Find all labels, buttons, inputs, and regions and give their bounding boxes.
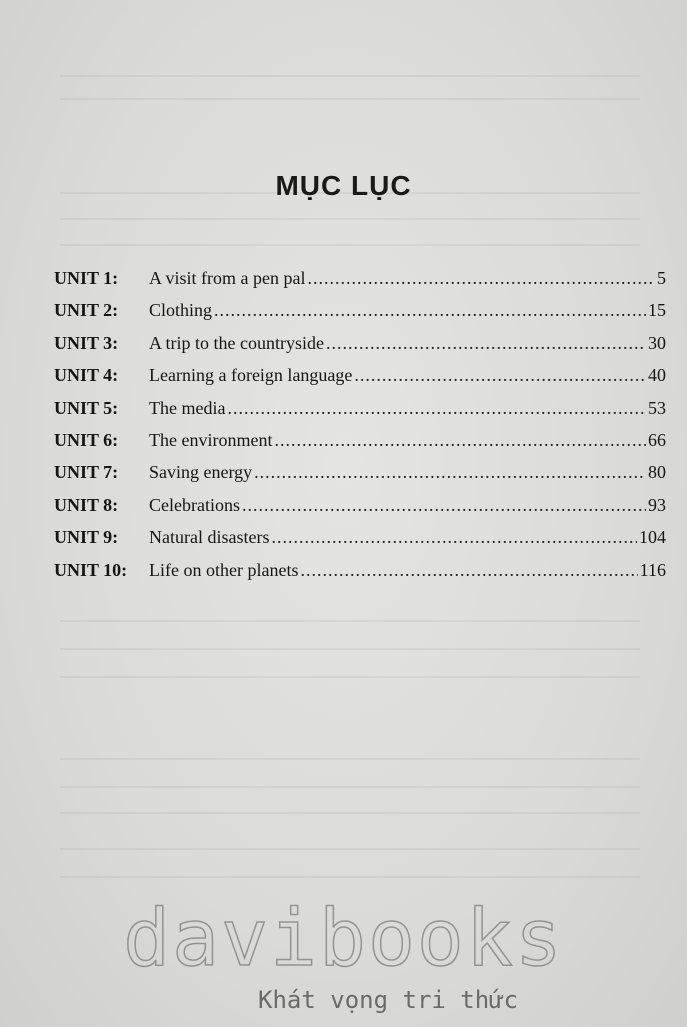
- unit-label: UNIT 2:: [54, 300, 119, 321]
- bleed-through-line: [60, 812, 640, 814]
- unit-label: UNIT 10:: [54, 559, 128, 580]
- bleed-through-line: [60, 244, 640, 246]
- unit-title: A visit from a pen pal: [149, 268, 306, 288]
- unit-title: The media: [149, 397, 226, 418]
- bleed-through-line: [60, 848, 640, 850]
- unit-title: Learning a foreign language: [149, 365, 353, 386]
- bleed-through-line: [60, 75, 640, 77]
- dot-leader: [274, 430, 646, 451]
- page-number: 15: [648, 300, 666, 321]
- unit-title: Natural disasters: [149, 527, 270, 548]
- page-number: 104: [639, 527, 666, 548]
- toc-row-unit-8[interactable]: [54, 495, 666, 527]
- watermark-tagline: Khát vọng tri thức: [258, 986, 519, 1014]
- page-number: 80: [648, 462, 666, 483]
- dot-leader: [326, 333, 646, 354]
- bleed-through-line: [60, 786, 640, 788]
- unit-label: UNIT 6:: [54, 429, 119, 450]
- bleed-through-line: [60, 620, 640, 622]
- watermark-logo: davibooks: [123, 894, 564, 984]
- bleed-through-line: [60, 98, 640, 100]
- toc-row-unit-3[interactable]: [54, 333, 666, 365]
- unit-label: UNIT 7:: [54, 462, 119, 483]
- page-number: 5: [657, 268, 666, 288]
- toc-row-unit-2[interactable]: [54, 300, 666, 332]
- dot-leader: [214, 300, 646, 321]
- bleed-through-line: [60, 758, 640, 760]
- dot-leader: [307, 268, 655, 289]
- unit-label: UNIT 1:: [54, 268, 119, 288]
- bleed-through-line: [60, 648, 640, 650]
- unit-label: UNIT 4:: [54, 365, 119, 386]
- unit-label: UNIT 8:: [54, 494, 119, 515]
- page-title: MỤC LỤC: [275, 170, 412, 201]
- unit-title: Saving energy: [149, 462, 253, 483]
- page-number: 53: [648, 397, 666, 418]
- page-number: 93: [648, 494, 666, 515]
- toc-row-unit-1[interactable]: [54, 268, 666, 300]
- dot-leader: [300, 560, 637, 581]
- page-number: 66: [648, 429, 666, 450]
- bleed-through-line: [60, 876, 640, 878]
- unit-label: UNIT 3:: [54, 332, 119, 353]
- toc-row-unit-7[interactable]: [54, 462, 666, 494]
- toc-row-unit-10[interactable]: [54, 560, 666, 592]
- dot-leader: [254, 462, 646, 483]
- unit-title: Life on other planets: [149, 559, 299, 580]
- page-number: 30: [648, 332, 666, 353]
- dot-leader: [227, 398, 646, 419]
- toc-row-unit-9[interactable]: [54, 527, 666, 559]
- unit-label: UNIT 5:: [54, 397, 119, 418]
- dot-leader: [271, 527, 637, 548]
- table-of-contents: [54, 268, 666, 592]
- toc-row-unit-5[interactable]: [54, 398, 666, 430]
- toc-row-unit-4[interactable]: [54, 365, 666, 397]
- dot-leader: [242, 495, 646, 516]
- unit-label: UNIT 9:: [54, 527, 119, 548]
- bleed-through-line: [60, 676, 640, 678]
- unit-title: A trip to the countryside: [149, 332, 324, 353]
- page-number: 40: [648, 365, 666, 386]
- unit-title: Clothing: [149, 300, 213, 321]
- toc-row-unit-6[interactable]: [54, 430, 666, 462]
- page-number: 116: [639, 559, 666, 580]
- bleed-through-line: [60, 218, 640, 220]
- unit-title: Celebrations: [149, 494, 240, 515]
- unit-title: The environment: [149, 429, 273, 450]
- dot-leader: [354, 365, 646, 386]
